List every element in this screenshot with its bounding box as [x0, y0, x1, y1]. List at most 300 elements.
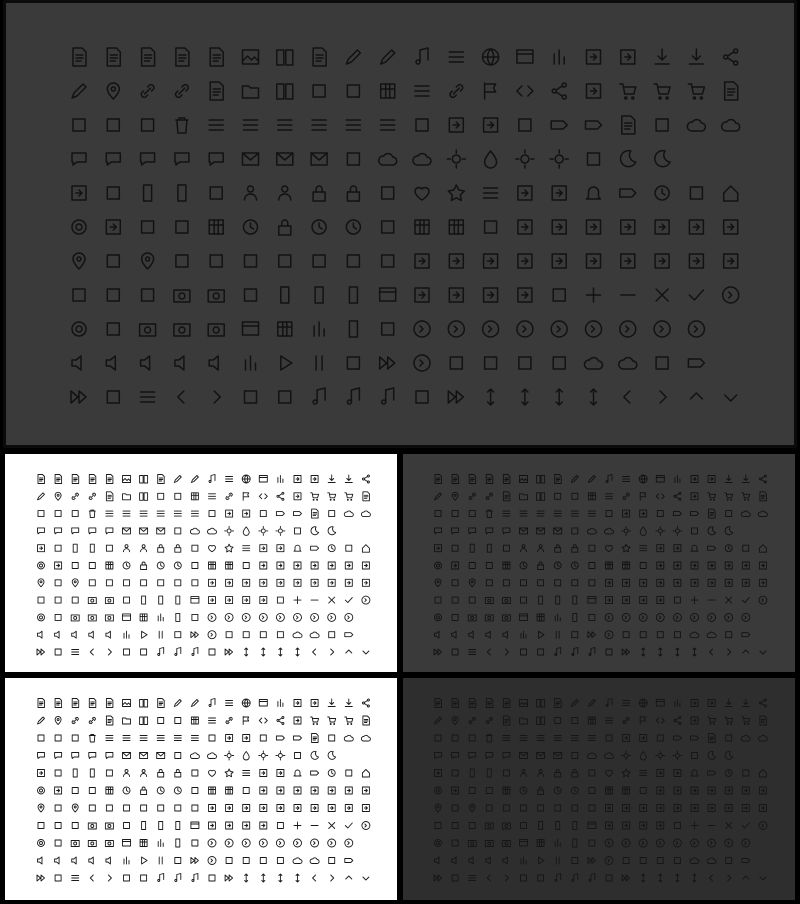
chevron-down-box-icon: [691, 805, 698, 812]
arrow-up-box-icon: [725, 562, 732, 569]
chevron-down-circle-icon: [639, 613, 647, 621]
price-tag-icon: [294, 736, 302, 740]
chevron-up-circle-icon: [225, 613, 233, 621]
cloud-icon: [344, 511, 353, 517]
sunset-icon: [656, 751, 665, 760]
compass-icon: [725, 545, 732, 552]
fast-forward-icon: [380, 357, 395, 369]
expand-box-icon: [623, 805, 630, 812]
stack-icon: [674, 823, 680, 829]
text-window-icon: [503, 475, 510, 484]
basket-icon: [311, 717, 319, 725]
arrow-left-square-icon: [311, 579, 318, 586]
pause-icon: [316, 356, 322, 370]
phone-icon: [90, 544, 94, 552]
microphone-icon: [435, 545, 442, 552]
home-icon: [724, 186, 738, 201]
share-nodes-icon: [552, 83, 566, 99]
toggle-on-icon: [89, 563, 95, 569]
mobile-icon: [556, 822, 560, 830]
open-book-icon: [537, 476, 545, 484]
crop-frame-icon: [260, 770, 267, 777]
pencil-icon: [588, 476, 595, 483]
user-list-icon: [141, 770, 147, 777]
basket-box-icon: [587, 84, 601, 98]
bookmark-icon: [277, 84, 293, 99]
eject-icon: [452, 649, 458, 655]
ticket-icon: [620, 189, 636, 197]
apps-icon: [606, 562, 613, 569]
grid-dots-icon: [226, 787, 233, 794]
arrow-right-square-icon: [328, 579, 335, 586]
expand-box-icon: [226, 805, 233, 812]
gamepad-icon: [245, 289, 257, 301]
align-center-icon: [244, 120, 258, 130]
calendar-icon: [106, 562, 113, 569]
airplane-icon: [503, 545, 509, 551]
gamepad-icon: [521, 597, 527, 603]
signpost-icon: [55, 580, 61, 586]
chat-bubble-icon: [38, 753, 45, 759]
cloche-icon: [555, 805, 561, 811]
windsock-icon: [726, 735, 732, 741]
list-lines-icon: [141, 392, 155, 402]
collapse-arrows-icon: [693, 874, 696, 882]
chevron-up-circle-icon: [622, 839, 630, 847]
sun-icon: [276, 526, 285, 535]
paperclip-icon: [469, 493, 475, 499]
chevron-right-circle-icon: [208, 839, 216, 847]
icon-grid: [3, 0, 797, 448]
pin-icon: [55, 717, 61, 725]
crop-frame-icon: [260, 545, 267, 552]
upload-box-icon: [708, 700, 715, 707]
chevron-down-box-icon: [294, 579, 301, 586]
chevron-down-circle-icon: [242, 839, 250, 847]
sun-icon: [550, 150, 568, 168]
close-box-icon: [484, 288, 498, 302]
expand-arrows-icon: [676, 648, 679, 656]
wallet-icon: [657, 511, 663, 517]
inbox-download-icon: [623, 510, 630, 517]
star-icon: [622, 769, 630, 777]
arrow-down-circle-icon: [294, 839, 302, 847]
paperclip-alt-icon: [89, 717, 95, 723]
shrink-box-icon: [606, 805, 613, 812]
send-icon: [572, 753, 578, 759]
star-icon: [448, 185, 464, 201]
arrows-vertical-icon: [642, 874, 645, 882]
basket-icon: [708, 717, 716, 725]
copy-icon: [243, 563, 249, 569]
sunrise-icon: [225, 526, 234, 535]
mic-off-icon: [452, 770, 458, 776]
toggle-on-icon: [89, 788, 95, 794]
download-box-icon: [691, 476, 698, 483]
zoom-out-icon: [277, 632, 283, 638]
chevron-down-box-icon: [691, 579, 698, 586]
folder-icon: [520, 494, 528, 500]
compass-icon: [328, 770, 335, 777]
cloud-rain-icon: [758, 511, 767, 517]
code-icon: [656, 494, 664, 499]
toggle-off-icon: [142, 221, 154, 233]
document-icon: [73, 48, 86, 66]
signpost-icon: [452, 805, 458, 811]
code-icon: [259, 494, 267, 499]
paperclip-icon: [72, 717, 78, 723]
arrow-up-square-icon: [345, 579, 352, 586]
document-icon: [435, 699, 442, 708]
map-pin-icon: [435, 804, 441, 812]
zoom-out-icon: [553, 357, 565, 369]
presentation-icon: [158, 718, 164, 724]
night-icon: [311, 751, 319, 759]
wallet-icon: [260, 511, 266, 517]
notebook-icon: [106, 716, 113, 725]
label-icon: [345, 859, 353, 863]
lock-icon: [175, 770, 181, 778]
check-box-icon: [518, 288, 532, 302]
music-notes-icon: [382, 388, 394, 404]
arrows-vertical-icon: [245, 874, 248, 882]
check-box-icon: [260, 822, 267, 829]
arrow-right-box-icon: [691, 787, 698, 794]
tv-icon: [123, 614, 131, 621]
user-list-icon: [538, 770, 544, 777]
globe-icon: [483, 49, 499, 65]
text-tool-icon: [606, 718, 613, 723]
align-justify-icon: [537, 511, 544, 516]
gear-icon: [38, 787, 45, 794]
photo-camera-icon: [208, 324, 224, 336]
play-icon: [539, 631, 545, 638]
sunset-icon: [516, 150, 534, 168]
volume-low-icon: [452, 631, 457, 638]
link-icon: [623, 717, 629, 723]
plus-circle-icon: [311, 613, 319, 621]
music-notes-icon: [192, 874, 198, 882]
cart-full-icon: [345, 717, 353, 725]
wind-icon: [295, 528, 301, 534]
chevrons-left-icon: [487, 649, 490, 655]
clipboard-list-icon: [89, 475, 96, 484]
fullscreen-icon: [346, 545, 352, 551]
mic-off-icon: [452, 545, 458, 551]
camera-alt-icon: [105, 598, 113, 604]
hourglass-icon: [382, 221, 394, 233]
open-book-icon: [140, 476, 148, 484]
paperclip-icon: [141, 85, 154, 98]
shrink-box-icon: [209, 805, 216, 812]
cloud-icon: [741, 735, 750, 741]
cart-icon: [654, 84, 670, 99]
clipboard-icon: [158, 699, 165, 708]
printer-icon: [38, 735, 44, 741]
close-circle-icon: [345, 613, 353, 621]
bell-icon: [587, 187, 601, 199]
floppy-icon: [55, 840, 61, 846]
rewind-icon: [434, 875, 442, 881]
shrink-box-icon: [606, 579, 613, 586]
toggle-off-icon: [72, 788, 78, 794]
map-pin-icon: [38, 804, 44, 812]
user-icon: [521, 545, 527, 552]
stop-icon: [175, 858, 181, 864]
camera-icon: [174, 290, 190, 302]
folder-icon: [520, 718, 528, 724]
preview-light-2: [5, 678, 397, 900]
bottle-icon: [192, 805, 198, 811]
reply-icon: [606, 875, 612, 881]
minus-box-icon: [226, 822, 233, 829]
flag-icon: [243, 717, 249, 725]
compass-alt-icon: [157, 562, 164, 569]
star-icon: [225, 769, 233, 777]
preview-main: [3, 0, 797, 448]
cloud-snow-icon: [604, 528, 613, 534]
wrench-icon: [192, 545, 198, 551]
share-upload-icon: [362, 699, 369, 707]
label-icon: [345, 633, 353, 637]
wrench-icon: [192, 770, 198, 776]
monitor-icon: [588, 822, 596, 829]
zoom-in-icon: [260, 858, 266, 864]
pencil-icon: [191, 700, 198, 707]
chat-dots-icon: [469, 753, 476, 759]
fullscreen-icon: [690, 187, 702, 199]
sort-desc-icon: [554, 511, 561, 516]
pencil-icon: [191, 476, 198, 483]
bar-chart-icon: [675, 700, 680, 707]
upload-box-icon: [311, 476, 318, 483]
keypad-icon: [140, 614, 147, 621]
map-icon: [469, 804, 475, 812]
arrow-down-circle-icon: [586, 321, 602, 337]
plus-icon: [587, 288, 601, 302]
mail-card-icon: [537, 528, 545, 534]
cart-icon: [725, 493, 733, 501]
label-icon: [742, 859, 750, 863]
chat-bubbles-icon: [486, 753, 493, 759]
send-icon: [175, 528, 181, 534]
shrink-box-icon: [209, 579, 216, 586]
chevron-up-box-icon: [674, 805, 681, 812]
camera-icon: [485, 598, 493, 604]
wallet-icon: [657, 735, 663, 741]
minus-box-icon: [449, 288, 463, 302]
shuffle-icon: [521, 875, 527, 881]
cloud-download-icon: [584, 358, 602, 369]
clock-icon: [538, 562, 544, 570]
icon-grid: [403, 678, 795, 900]
check-box-icon: [657, 597, 664, 604]
knife-icon: [55, 823, 61, 829]
paperclip-icon: [469, 717, 475, 723]
export-icon: [345, 475, 352, 483]
cart-icon: [725, 717, 733, 725]
chat-bubbles-icon: [89, 528, 96, 534]
arrows-horizontal-icon: [522, 389, 528, 405]
arrow-down-box-icon: [345, 562, 352, 569]
phone-icon: [178, 185, 186, 201]
toggle-on-icon: [486, 563, 492, 569]
basket-icon: [708, 493, 716, 501]
backspace-icon: [329, 632, 335, 638]
share-upload-icon: [724, 49, 738, 65]
list-icon: [381, 120, 395, 130]
ice-cream-icon: [589, 614, 595, 620]
close-box-icon: [243, 822, 250, 829]
lock-open-icon: [158, 545, 164, 553]
chat-text-icon: [452, 528, 459, 534]
music-note-icon: [158, 874, 164, 882]
image-icon: [520, 476, 528, 483]
speaker-icon: [72, 356, 81, 370]
sun-icon: [276, 751, 285, 760]
sort-desc-icon: [554, 736, 561, 741]
equalizer-bars-icon: [124, 631, 129, 638]
cocktail-icon: [347, 255, 359, 267]
cloud-download-icon: [293, 632, 302, 638]
music-note-alt-icon: [175, 648, 181, 656]
layers-icon: [452, 511, 458, 517]
basket-box-icon: [691, 717, 698, 724]
stop-icon: [175, 632, 181, 638]
share-upload-icon: [759, 699, 766, 707]
user-list-icon: [141, 545, 147, 552]
align-justify-icon: [140, 511, 147, 516]
arrow-up-circle-icon: [551, 321, 567, 337]
cloud-rain-icon: [722, 120, 740, 131]
keypad-icon: [537, 614, 544, 621]
rewind-icon: [37, 649, 45, 655]
close-icon: [726, 823, 732, 829]
alarm-icon: [123, 787, 130, 794]
check-icon: [742, 598, 749, 603]
chevron-up-icon: [346, 650, 352, 653]
zoom-in-icon: [260, 632, 266, 638]
mute-icon: [106, 857, 111, 864]
monitor-icon: [588, 597, 596, 604]
close-circle-icon: [345, 839, 353, 847]
ticket-icon: [708, 546, 716, 550]
notebook-icon: [503, 716, 510, 725]
close-box-icon: [640, 822, 647, 829]
map-pin-icon: [38, 579, 44, 587]
stack-icon: [277, 597, 283, 603]
export-icon: [742, 699, 749, 707]
clipboard-alt-icon: [760, 492, 767, 501]
bell-icon: [294, 770, 301, 776]
send-icon: [175, 753, 181, 759]
arrow-right-square-icon: [725, 579, 732, 586]
minus-circle-icon: [328, 839, 336, 847]
basket-icon: [620, 84, 636, 99]
check-icon: [345, 598, 352, 603]
avocado-icon: [521, 580, 527, 586]
printer-icon: [435, 511, 441, 517]
check-box-icon: [260, 597, 267, 604]
cloud-download-icon: [293, 858, 302, 864]
chevron-left-circle-icon: [723, 287, 739, 303]
mute-icon: [503, 631, 508, 638]
basket-box-icon: [294, 493, 301, 500]
brush-icon: [72, 84, 86, 98]
align-left-icon: [209, 120, 223, 130]
gear-icon: [72, 220, 86, 234]
chevron-left-box-icon: [640, 805, 647, 812]
windsock-icon: [726, 511, 732, 517]
browser-window-icon: [517, 50, 533, 63]
fork-icon: [38, 597, 44, 603]
code-icon: [259, 718, 267, 723]
basket-box-icon: [294, 717, 301, 724]
share-nodes-icon: [674, 717, 681, 725]
align-center-icon: [123, 736, 130, 741]
chevrons-right-icon: [108, 875, 111, 881]
printer-icon: [73, 119, 85, 131]
signpost-icon: [452, 580, 458, 586]
arrow-left-box-icon: [311, 787, 318, 794]
tablet-icon: [349, 287, 357, 303]
chat-bubble-icon: [72, 153, 86, 165]
icon-grid: [5, 678, 397, 900]
open-book-icon: [537, 700, 545, 708]
reply-icon: [606, 649, 612, 655]
cloud-sync-icon: [707, 858, 716, 864]
mail-icon: [123, 528, 131, 534]
megaphone-icon: [470, 769, 474, 777]
arrow-up-square-icon: [689, 254, 703, 268]
forward-icon: [225, 649, 233, 655]
grid-dots-icon: [449, 220, 463, 234]
flame-icon: [141, 805, 147, 811]
floppy-icon: [107, 323, 119, 335]
equalizer-icon: [314, 322, 324, 336]
pause-icon: [556, 631, 559, 638]
toggle-off-icon: [469, 788, 475, 794]
briefcase-icon: [142, 119, 154, 131]
apps-icon: [209, 787, 216, 794]
alarm-icon: [123, 562, 130, 569]
send-icon: [347, 153, 359, 165]
compass-alt-icon: [554, 562, 561, 569]
arrow-up-square-icon: [345, 805, 352, 812]
speaker-icon: [38, 857, 43, 864]
chevrons-left-icon: [487, 875, 490, 881]
download-box-icon: [587, 50, 601, 64]
medal-icon: [210, 255, 222, 267]
chevron-left-box-icon: [640, 579, 647, 586]
list-lines-icon: [72, 650, 79, 655]
pencil-icon: [381, 50, 395, 64]
arrow-right-circle-icon: [259, 613, 267, 621]
menu-icon: [243, 546, 250, 551]
chevron-left-icon: [710, 875, 713, 881]
wind-icon: [692, 528, 698, 534]
keypad-icon: [537, 840, 544, 847]
bell-icon: [691, 770, 698, 776]
cloud-sync-icon: [619, 358, 637, 369]
bell-icon: [691, 545, 698, 551]
list-lines-icon: [469, 876, 476, 881]
night-icon: [708, 751, 716, 759]
settings-gear-icon: [72, 322, 86, 336]
zoom-out-icon: [277, 858, 283, 864]
inbox-upload-icon: [640, 735, 647, 742]
gift-icon: [606, 735, 612, 741]
